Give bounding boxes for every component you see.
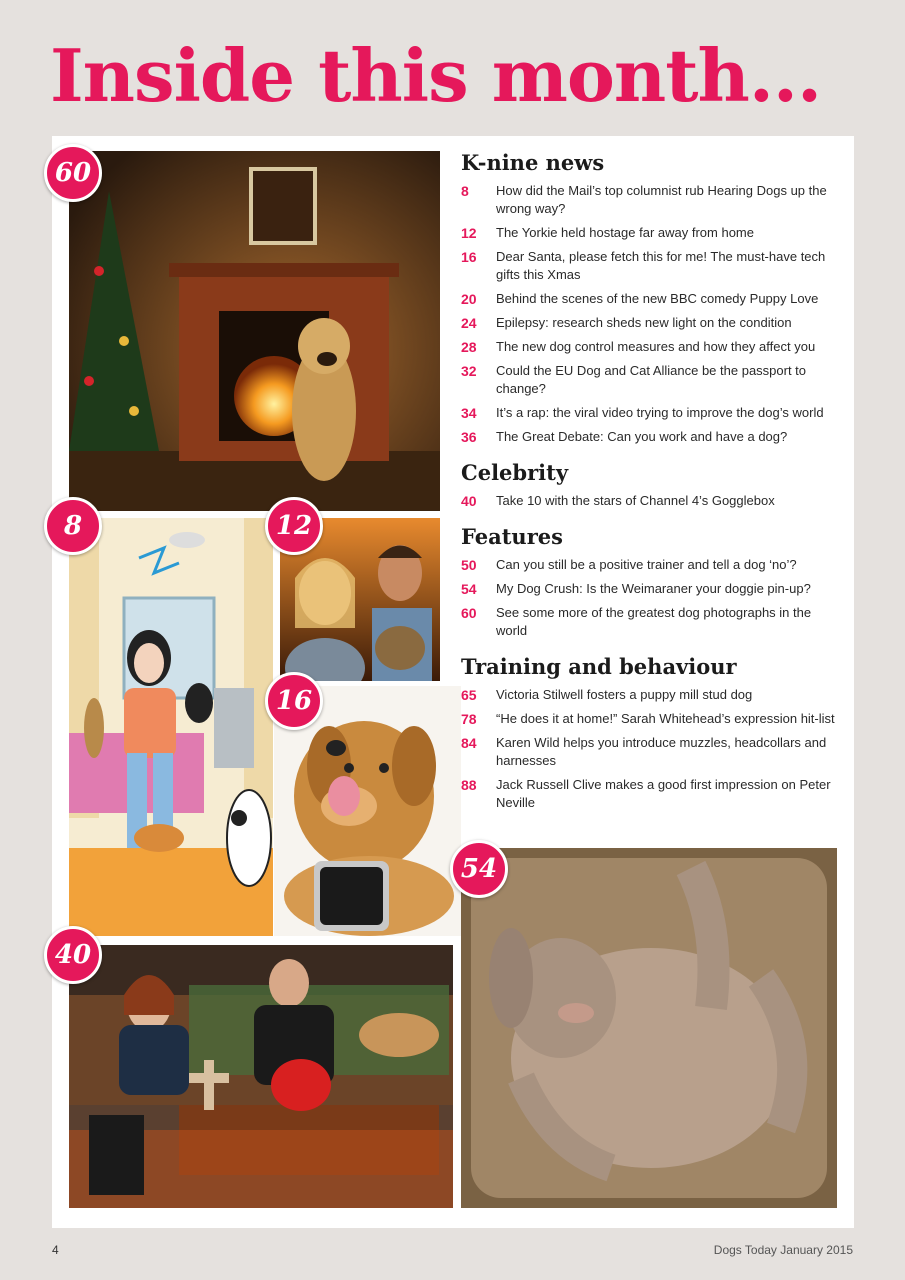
entry-text: The Great Debate: Can you work and have a dog?	[496, 429, 788, 444]
section-title: Celebrity	[461, 460, 569, 485]
entry-text: My Dog Crush: Is the Weimaraner your doggie pin-up?	[496, 581, 811, 596]
page-number: 24	[461, 315, 477, 331]
toc-entry[interactable]	[461, 604, 841, 640]
page-number: 40	[461, 493, 477, 509]
entry-text: Behind the scenes of the new BBC comedy Puppy Love	[496, 291, 819, 306]
table-of-contents	[461, 150, 841, 826]
page-number: 32	[461, 363, 477, 379]
toc-entry[interactable]	[461, 492, 841, 510]
toc-entry[interactable]	[461, 182, 841, 218]
entry-text: Could the EU Dog and Cat Alliance be the passport to change?	[496, 363, 807, 396]
page-badge-12: 12	[265, 497, 323, 555]
section-features	[461, 524, 841, 640]
toc-entry[interactable]	[461, 362, 841, 398]
page-badge-8: 8	[44, 497, 102, 555]
section-title: Training and behaviour	[461, 654, 737, 679]
photo-sleeping-weimaraner	[461, 848, 837, 1208]
entry-text: The Yorkie held hostage far away from home	[496, 225, 754, 240]
toc-entry[interactable]	[461, 338, 841, 356]
page-number: 20	[461, 291, 477, 307]
page-number: 16	[461, 249, 477, 265]
toc-entry[interactable]	[461, 580, 841, 598]
page-number: 78	[461, 711, 477, 727]
page-badge-16: 16	[265, 672, 323, 730]
section-title: K-nine news	[461, 150, 605, 175]
entry-text: Dear Santa, please fetch this for me! The must-have tech gifts this Xmas	[496, 249, 826, 282]
page-number: 12	[461, 225, 477, 241]
entry-text: Victoria Stilwell fosters a puppy mill stud dog	[496, 687, 753, 702]
toc-entry[interactable]	[461, 404, 841, 422]
page-badge-40: 40	[44, 926, 102, 984]
photo-fireplace-dog	[69, 151, 440, 511]
page-badge-60: 60	[44, 144, 102, 202]
toc-entry[interactable]	[461, 776, 841, 812]
page-number: 60	[461, 605, 477, 621]
entry-text: Epilepsy: research sheds new light on the condition	[496, 315, 792, 330]
section-knine-news	[461, 150, 841, 446]
section-training-behaviour	[461, 654, 841, 812]
entry-text: How did the Mail’s top columnist rub Hearing Dogs up the wrong way?	[496, 183, 827, 216]
photo-gogglebox-stars	[69, 945, 453, 1208]
page-number: 54	[461, 581, 477, 597]
toc-entry[interactable]	[461, 290, 841, 308]
page-number: 8	[461, 183, 469, 199]
page-number: 28	[461, 339, 477, 355]
toc-entry[interactable]	[461, 224, 841, 242]
toc-entry[interactable]	[461, 556, 841, 574]
toc-entry[interactable]	[461, 734, 841, 770]
page-number: 88	[461, 777, 477, 793]
page-number: 34	[461, 405, 477, 421]
page-number: 36	[461, 429, 477, 445]
section-title: Features	[461, 524, 563, 549]
toc-entry[interactable]	[461, 710, 841, 728]
entry-text: Take 10 with the stars of Channel 4’s Gogglebox	[496, 493, 775, 508]
page-number: 65	[461, 687, 477, 703]
footer-page-number: 4	[52, 1243, 59, 1257]
entry-text: Karen Wild helps you introduce muzzles, headcollars and harnesses	[496, 735, 827, 768]
entry-text: The new dog control measures and how they affect you	[496, 339, 816, 354]
illustration-hearing-dog	[69, 518, 273, 936]
toc-entry[interactable]	[461, 686, 841, 704]
page-number: 84	[461, 735, 477, 751]
section-celebrity	[461, 460, 841, 510]
entry-text: Can you still be a positive trainer and tell a dog ‘no’?	[496, 557, 797, 572]
entry-text: It’s a rap: the viral video trying to improve the dog’s world	[496, 405, 824, 420]
page-headline: Inside this month...	[50, 33, 822, 118]
toc-entry[interactable]	[461, 428, 841, 446]
entry-text: Jack Russell Clive makes a good first impression on Peter Neville	[496, 777, 831, 810]
page-number: 50	[461, 557, 477, 573]
footer-publication: Dogs Today January 2015	[713, 1243, 853, 1257]
entry-text: “He does it at home!” Sarah Whitehead’s expression hit-list	[496, 711, 835, 726]
toc-entry[interactable]	[461, 248, 841, 284]
entry-text: See some more of the greatest dog photographs in the world	[496, 605, 812, 638]
page-badge-54: 54	[450, 840, 508, 898]
toc-entry[interactable]	[461, 314, 841, 332]
